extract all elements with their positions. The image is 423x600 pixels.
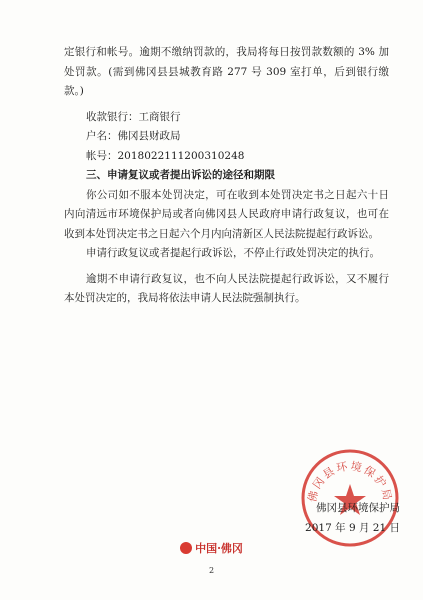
page-number: 2 — [208, 566, 215, 575]
paragraph-fine-payment: 定银行和帐号。逾期不缴纳罚款的，我局将每日按罚款数额的 3% 加处罚款。(需到佛冈县县城教育路 277 号 309 室打单，后到银行缴款。) — [64, 46, 389, 97]
emblem-icon — [180, 542, 192, 554]
bank-line: 收款银行：工商银行 — [86, 110, 181, 123]
svg-text:佛冈县环境保护局: 佛冈县环境保护局 — [305, 459, 395, 504]
signature-block — [305, 498, 400, 538]
document-body — [64, 43, 389, 309]
section-heading: 三、申请复议或者提出诉讼的途径和期限 — [86, 169, 275, 181]
paragraph-no-suspension: 申请行政复议或者提起行政诉讼，不停止行政处罚决定的执行。 — [86, 247, 380, 259]
paragraph-appeal: 你公司如不服本处罚决定，可在收到本处罚决定书之日起六十日内向清远市环境保护局或者向佛冈县人民政府申请行政复议，也可在收到本处罚决定书之日起六个月内向清新区人民法院提起行政诉讼。 — [64, 188, 389, 240]
payee-line: 户名：佛冈县财政局 — [86, 130, 181, 142]
account-line: 帐号：2018022111200310248 — [86, 149, 245, 162]
signature-date: 2017 年 9 月 21 日 — [305, 522, 400, 534]
signature-agency: 佛冈县环境保护局 — [316, 502, 400, 514]
footer-logo — [0, 540, 423, 556]
paragraph-enforcement: 逾期不申请行政复议，也不向人民法院提起行政诉讼，又不履行本处罚决定的，我局将依法申请人民法院强制执行。 — [64, 272, 389, 304]
footer-logo-text: 中国·佛冈 — [195, 542, 243, 555]
